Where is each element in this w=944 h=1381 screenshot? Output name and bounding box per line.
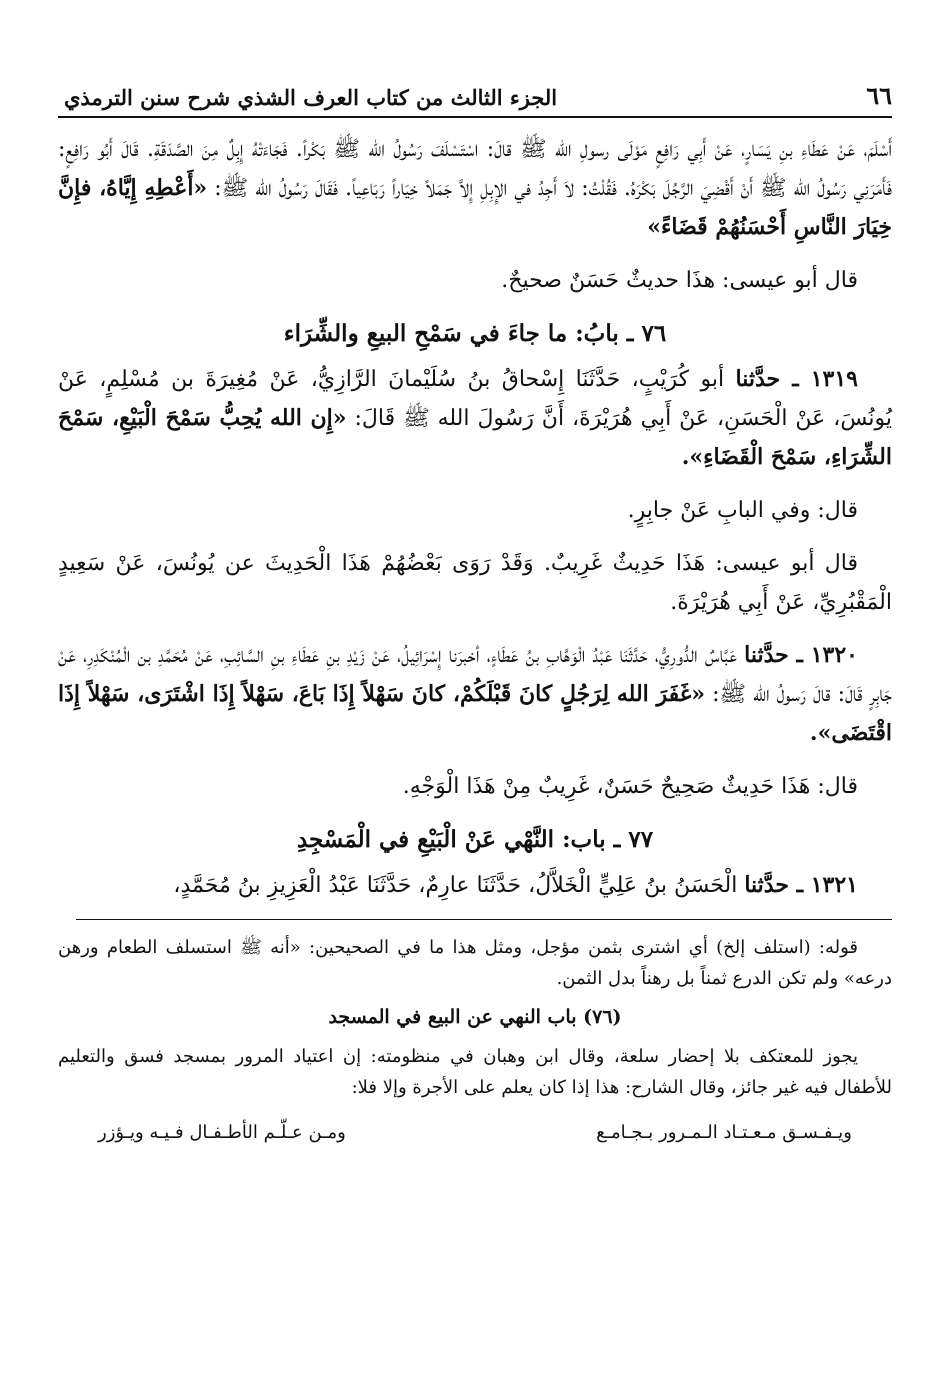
book-page bbox=[58, 70, 892, 1360]
hadith-1321 bbox=[58, 866, 892, 905]
hadith-1319 bbox=[58, 360, 892, 477]
note-heading: (٧٦) باب النهي عن البيع في المسجد bbox=[328, 1006, 622, 1028]
narration-text: أبو كُرَيْبٍ، حَدَّثَنَا إِسْحاقُ بنُ سُلَيْمانَ الرَّازِيُّ، عَنْ مُغِيرَةَ بن مُسْلِمٍ، عَنْ يُونُسَ، عَنْ الْحَسَنِ، عَنْ أَبِي هُرَيْرَةَ، أَنَّ رَسُولَ الله ﷺ قَالَ: bbox=[58, 367, 892, 431]
grading-paragraph: قال: هَذَا حَدِيثٌ صَحِيحٌ حَسَنٌ، غَرِيبٌ مِنْ هَذَا الْوَجْهِ. bbox=[402, 774, 858, 799]
page-number: ٦٦ bbox=[866, 81, 892, 110]
commentary-notes bbox=[58, 932, 892, 1148]
verse-first-hemistich: ويـفـسـق مـعـتـاد الـمـرور بـجـامـع bbox=[596, 1122, 852, 1143]
running-title: الجزء الثالث من كتاب العرف الشذي شرح سنن الترمذي bbox=[64, 85, 558, 110]
hadith-paragraph bbox=[58, 130, 892, 247]
note-paragraph: يجوز للمعتكف بلا إحضار سلعة، وقال ابن وهبان في منظومته: إن اعتياد المرور بمسجد فسق والتعليم للأطفال فيه غير جائز، وقال الشارح: هذا إذا كان يعلم على الأجرة وإلا فلا: bbox=[58, 1046, 892, 1098]
prophetic-saying: «إِن الله يُحِبُّ سَمْحَ الْبَيْعِ، سَمْحَ الشِّرَاءِ، سَمْحَ الْقَضَاءِ». bbox=[58, 405, 892, 470]
page-header bbox=[58, 70, 892, 118]
main-text bbox=[58, 118, 892, 905]
verse-second-hemistich: ومـن عـلّـم الأطـفـال فـيـه ويـؤزر bbox=[98, 1122, 346, 1143]
narration-text: عَبَّاسٌ الدُّورِيُّ، حَدَّثَنَا عَبْدُ الْوَهَّابِ بنُ عَطَاءٍ، أخبرَنا إِسْرَائِيلُ، عَنْ زَيْدِ بنِ عَطَاءِ بنِ السَّائِبِ، عَنْ مُحَمَّدِ بن الْمُنْكَدِرِ، عَنْ جَابِرٍ قَالَ: قالَ رَسولُ الله ﷺ: bbox=[58, 643, 892, 707]
grading-paragraph: قال أبو عيسى: هَذَا حَدِيثٌ غَرِيبٌ. وَقَدْ رَوَى بَعْضُهُمْ هَذَا الْحَدِيثَ عن يُونُسَ، عَنْ سَعِيدٍ الْمَقْبُرِيِّ، عَنْ أَبِي هُرَيْرَةَ. bbox=[58, 551, 892, 615]
hadith-1320 bbox=[58, 636, 892, 753]
poetry-verse bbox=[58, 1111, 892, 1148]
narration-text: أَسْلَمَ، عَنْ عَطَاءِ بنِ يَسَارٍ، عَنْ أَبِي رَافِعٍ مَوْلَى رسولِ الله ﷺ قالَ: اسْتَسْلَفَ رَسُولُ الله ﷺ بَكْراً. فَجَاءَتْهُ إِبِلٌ مِنَ الصَّدَقَةِ. قَالَ أَبُو رَافِعٍ: فَأَمَرَنِي رَسُولُ الله ﷺ أَنْ أَقْضِيَ الرَّجُلَ بَكْرَهُ. فَقُلْتُ: لاَ أَجِدُ في الإِبِلِ إِلاَّ جَمَلاً خِيَاراً رَبَاعِياً. فَقَالَ رَسُولُ الله ﷺ: bbox=[58, 137, 892, 201]
prophetic-saying: «أَعْطِهِ إِيَّاهُ، فإِنَّ خِيَارَ النَّاسِ أَحْسَنُهُمْ قَضَاءً» bbox=[58, 175, 892, 240]
hadith-number: ١٣٢١ ـ حدَّثنا bbox=[744, 872, 858, 898]
narration-text: الْحَسَنُ بنُ عَلِيٍّ الْخَلاَّلُ، حَدَّثَنَا عارِمٌ، حَدَّثَنَا عَبْدُ الْعَزِيزِ بنُ مُحَمَّدٍ، bbox=[173, 873, 738, 898]
note-paragraph: قوله: (استلف إلخ) أي اشترى بثمن مؤجل، ومثل هذا ما في الصحيحين: «أنه ﷺ استسلف الطعام ورهن درعه» ولم تكن الدرع ثمناً بل رهناً بدل الثمن. bbox=[58, 937, 892, 989]
hadith-number: ١٣٢٠ ـ حدَّثنا bbox=[744, 642, 858, 668]
footnote-separator bbox=[76, 919, 892, 920]
chapter-note: قال: وفي البابِ عَنْ جابِرٍ. bbox=[627, 498, 858, 523]
chapter-heading-77: ٧٧ ـ باب: النَّهْي عَنْ الْبَيْعِ في الْمَسْجِدِ bbox=[296, 826, 654, 853]
grading-paragraph: قال أبو عيسى: هذَا حديثٌ حَسَنٌ صحيحٌ. bbox=[501, 268, 858, 293]
hadith-number: ١٣١٩ ـ حدَّثنا bbox=[735, 366, 858, 392]
chapter-heading-76: ٧٦ ـ بابُ: ما جاءَ في سَمْحِ البيعِ والشِّرَاء bbox=[283, 320, 667, 347]
prophetic-saying: «غَفَرَ الله لِرَجُلٍ كانَ قَبْلَكُمْ، كانَ سَهْلاً إِذَا بَاعَ، سَهْلاً إِذَا اشْتَرَى، سَهْلاً إِذَا اقْتَضَى». bbox=[58, 681, 892, 746]
